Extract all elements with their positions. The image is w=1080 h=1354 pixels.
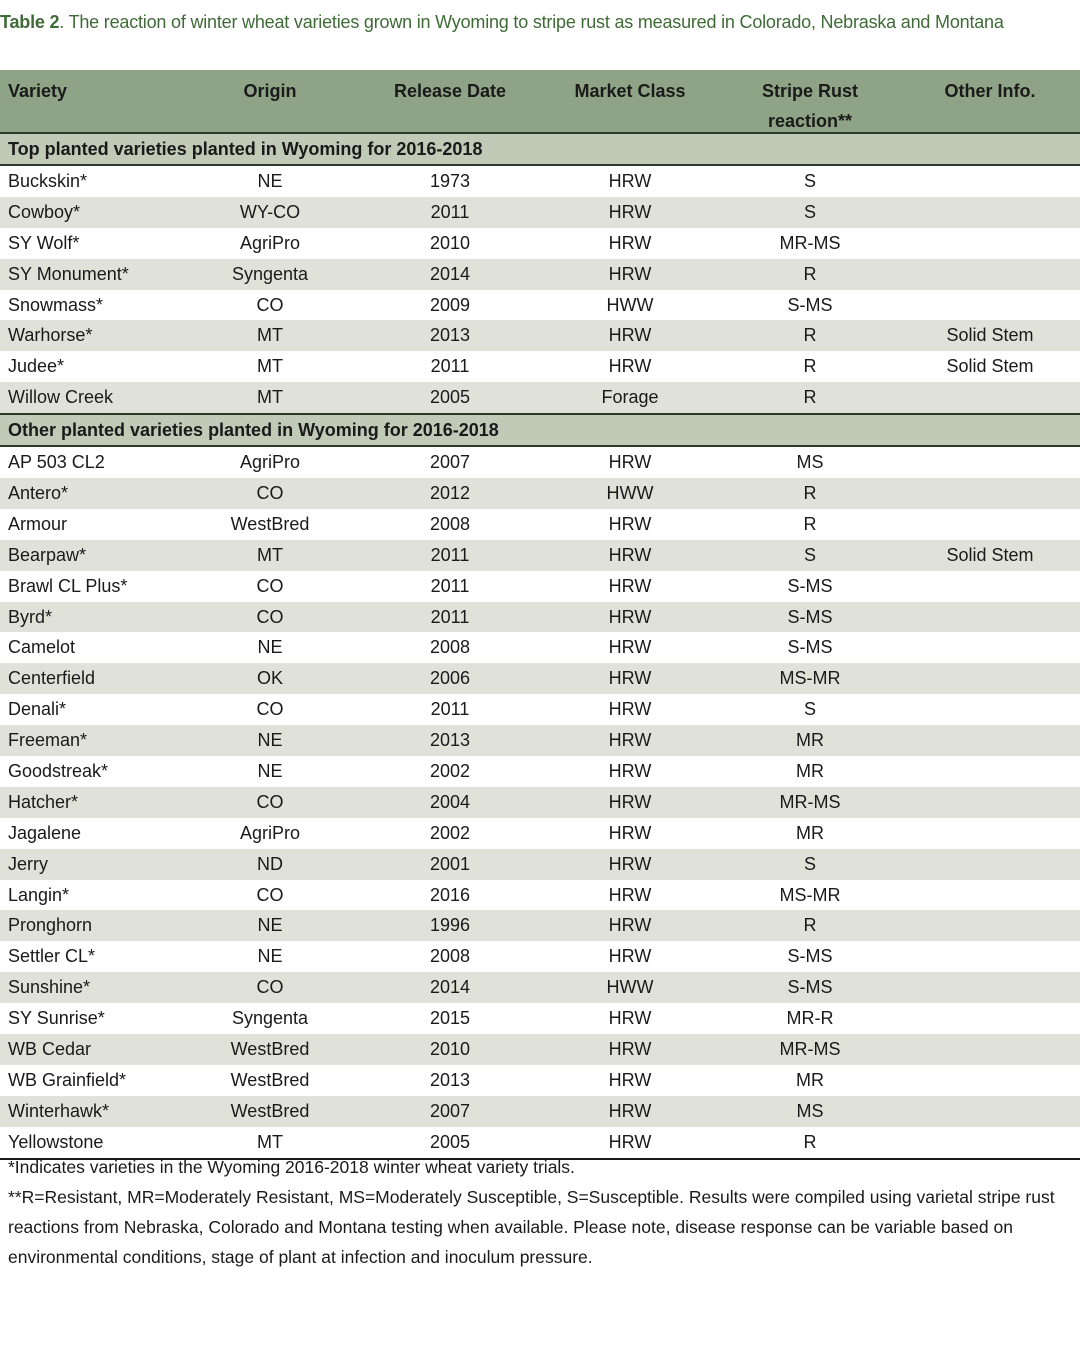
cell-origin: WY-CO — [239, 201, 301, 222]
cell-stripe-rust-reaction: R — [803, 483, 817, 504]
cell-release-date: 2016 — [429, 884, 471, 905]
table-row — [0, 1034, 1080, 1065]
cell-release-date: 2014 — [429, 977, 471, 998]
cell-market-class: HRW — [608, 884, 652, 905]
cell-stripe-rust-reaction: R — [803, 1131, 817, 1152]
cell-market-class: HRW — [608, 761, 652, 782]
cell-origin: MT — [257, 387, 283, 408]
stripe-rust-table — [0, 70, 1080, 1160]
table-row — [0, 787, 1080, 818]
cell-origin: AgriPro — [239, 822, 301, 843]
cell-variety: Centerfield — [8, 668, 96, 689]
cell-release-date: 2005 — [429, 387, 471, 408]
cell-variety: SY Monument* — [8, 263, 129, 284]
cell-variety: Winterhawk* — [8, 1100, 110, 1121]
cell-stripe-rust-reaction: MR-MS — [779, 1039, 841, 1060]
cell-origin: CO — [256, 575, 284, 596]
cell-other-info: Solid Stem — [946, 544, 1034, 565]
cell-origin: NE — [257, 946, 283, 967]
cell-stripe-rust-reaction: MR — [796, 761, 824, 782]
table-row — [0, 166, 1080, 197]
cell-other-info — [900, 787, 1080, 818]
cell-release-date: 2001 — [429, 853, 471, 874]
table-row — [0, 571, 1080, 602]
table-row — [0, 632, 1080, 663]
header-stripe-line2: reaction** — [767, 111, 853, 131]
cell-origin: Syngenta — [231, 263, 309, 284]
table-row — [0, 663, 1080, 694]
cell-market-class: HRW — [608, 791, 652, 812]
cell-other-info — [900, 602, 1080, 633]
cell-other-info — [900, 694, 1080, 725]
cell-variety: Yellowstone — [8, 1131, 104, 1152]
table-row — [0, 290, 1080, 321]
cell-origin: NE — [257, 171, 283, 191]
cell-stripe-rust-reaction: S-MS — [787, 977, 833, 998]
cell-variety: Denali* — [8, 699, 67, 720]
cell-release-date: 2014 — [429, 263, 471, 284]
cell-variety: Jerry — [8, 853, 48, 874]
cell-stripe-rust-reaction: S-MS — [787, 946, 833, 967]
cell-stripe-rust-reaction: R — [803, 325, 817, 346]
cell-stripe-rust-reaction: MS — [796, 1100, 824, 1121]
cell-variety: Bearpaw* — [8, 544, 87, 565]
cell-variety: Willow Creek — [8, 387, 114, 408]
header-release-date: Release Date — [393, 81, 507, 101]
cell-stripe-rust-reaction: R — [803, 513, 817, 534]
table-row — [0, 351, 1080, 382]
table-row — [0, 540, 1080, 571]
cell-market-class: HRW — [608, 1100, 652, 1121]
cell-release-date: 2010 — [429, 232, 471, 253]
cell-other-info — [900, 1065, 1080, 1096]
cell-market-class: HRW — [608, 1039, 652, 1060]
cell-release-date: 2006 — [429, 668, 471, 689]
cell-origin: CO — [256, 483, 284, 504]
cell-stripe-rust-reaction: S — [803, 853, 816, 874]
header-market-class: Market Class — [574, 81, 686, 101]
cell-market-class: HRW — [608, 637, 652, 658]
cell-release-date: 2013 — [429, 1069, 471, 1090]
table-row — [0, 972, 1080, 1003]
cell-stripe-rust-reaction: MR — [796, 730, 824, 751]
footnote-double-asterisk: **R=Resistant, MR=Moderately Resistant, MS=Moderately Susceptible, S=Susceptible. Results were compiled using varietal stripe rust reactions from Nebraska, Colorado and Montana testing when available. Please note, disease response can be variable based on environmental conditions, stage of plant at infection and inoculum pressure. — [8, 1187, 1055, 1267]
cell-origin: CO — [256, 606, 284, 627]
cell-stripe-rust-reaction: MR-MS — [779, 791, 841, 812]
cell-other-info — [900, 509, 1080, 540]
cell-market-class: HRW — [608, 544, 652, 565]
cell-variety: Cowboy* — [8, 201, 81, 222]
cell-variety: Pronghorn — [8, 915, 93, 936]
cell-stripe-rust-reaction: MR — [796, 1069, 824, 1090]
cell-variety: SY Wolf* — [8, 232, 80, 253]
section-title-other: Other planted varieties planted in Wyoming for 2016-2018 — [0, 413, 1080, 447]
cell-release-date: 2015 — [429, 1008, 471, 1029]
cell-origin: NE — [257, 730, 283, 751]
cell-origin: MT — [257, 356, 283, 377]
cell-other-info: Solid Stem — [946, 325, 1034, 346]
cell-release-date: 2009 — [429, 294, 471, 315]
cell-stripe-rust-reaction: S — [803, 171, 816, 191]
cell-origin: WestBred — [230, 1039, 310, 1060]
cell-variety: Buckskin* — [8, 171, 88, 191]
cell-variety: SY Sunrise* — [8, 1008, 105, 1029]
cell-market-class: HRW — [608, 263, 652, 284]
cell-origin: CO — [256, 884, 284, 905]
table-row — [0, 849, 1080, 880]
cell-release-date: 2008 — [429, 637, 471, 658]
cell-variety: Goodstreak* — [8, 761, 109, 782]
cell-other-info — [900, 1003, 1080, 1034]
cell-release-date: 2004 — [429, 791, 471, 812]
cell-other-info — [900, 290, 1080, 321]
table-row — [0, 910, 1080, 941]
cell-other-info — [900, 1096, 1080, 1127]
cell-variety: Hatcher* — [8, 791, 79, 812]
table-row — [0, 818, 1080, 849]
cell-release-date: 2007 — [429, 452, 471, 473]
cell-release-date: 1996 — [429, 915, 471, 936]
table-row — [0, 756, 1080, 787]
cell-release-date: 2008 — [429, 513, 471, 534]
cell-origin: ND — [257, 853, 283, 874]
header-stripe-line1: Stripe Rust — [761, 81, 858, 101]
table-row — [0, 941, 1080, 972]
cell-stripe-rust-reaction: MR-MS — [779, 232, 841, 253]
cell-stripe-rust-reaction: MS-MR — [779, 884, 841, 905]
cell-market-class: HRW — [608, 1008, 652, 1029]
cell-origin: CO — [256, 791, 284, 812]
cell-origin: NE — [257, 637, 283, 658]
cell-release-date: 2011 — [430, 201, 470, 222]
cell-variety: Antero* — [8, 483, 69, 504]
cell-stripe-rust-reaction: MR — [796, 822, 824, 843]
cell-release-date: 2011 — [430, 606, 470, 627]
cell-market-class: HRW — [608, 853, 652, 874]
cell-stripe-rust-reaction: S — [803, 699, 816, 720]
cell-origin: Syngenta — [231, 1008, 309, 1029]
cell-market-class: HRW — [608, 325, 652, 346]
cell-stripe-rust-reaction: MS-MR — [779, 668, 841, 689]
cell-other-info — [900, 1034, 1080, 1065]
cell-origin: WestBred — [230, 1100, 310, 1121]
cell-market-class: HRW — [608, 668, 652, 689]
cell-market-class: HRW — [608, 822, 652, 843]
cell-origin: NE — [257, 915, 283, 936]
section-title-top: Top planted varieties planted in Wyoming for 2016-2018 — [0, 134, 1080, 166]
cell-release-date: 2002 — [429, 822, 471, 843]
cell-release-date: 1973 — [429, 171, 471, 191]
footnotes — [8, 1152, 1068, 1272]
cell-market-class: Forage — [601, 387, 659, 408]
cell-stripe-rust-reaction: MS — [796, 452, 824, 473]
cell-market-class: HRW — [608, 513, 652, 534]
cell-other-info — [900, 571, 1080, 602]
cell-other-info — [900, 478, 1080, 509]
cell-stripe-rust-reaction: S-MS — [787, 294, 833, 315]
cell-other-info — [900, 166, 1080, 197]
cell-variety: WB Cedar — [8, 1039, 92, 1060]
cell-market-class: HRW — [608, 606, 652, 627]
table-row — [0, 694, 1080, 725]
header-origin: Origin — [243, 81, 297, 101]
cell-origin: CO — [256, 977, 284, 998]
cell-other-info — [900, 228, 1080, 259]
cell-release-date: 2013 — [429, 325, 471, 346]
cell-origin: CO — [256, 294, 284, 315]
cell-variety: WB Grainfield* — [8, 1069, 127, 1090]
cell-variety: Byrd* — [8, 606, 53, 627]
cell-other-info — [900, 849, 1080, 880]
cell-origin: AgriPro — [239, 232, 301, 253]
cell-stripe-rust-reaction: R — [803, 356, 817, 377]
cell-origin: NE — [257, 761, 283, 782]
cell-stripe-rust-reaction: MR-R — [786, 1008, 834, 1029]
caption-lead: Table 2 — [0, 12, 60, 32]
cell-origin: OK — [256, 668, 283, 689]
cell-stripe-rust-reaction: R — [803, 387, 817, 408]
cell-stripe-rust-reaction: R — [803, 263, 817, 284]
cell-variety: Langin* — [8, 884, 70, 905]
cell-origin: MT — [257, 325, 283, 346]
cell-variety: Jagalene — [8, 822, 82, 843]
cell-market-class: HRW — [608, 699, 652, 720]
cell-variety: Camelot — [8, 637, 76, 658]
cell-market-class: HRW — [608, 201, 652, 222]
cell-market-class: HRW — [608, 356, 652, 377]
cell-variety: Brawl CL Plus* — [8, 575, 128, 596]
cell-other-info — [900, 972, 1080, 1003]
cell-origin: WestBred — [230, 513, 310, 534]
section-rows-other — [0, 447, 1080, 1159]
cell-other-info — [900, 941, 1080, 972]
cell-origin: AgriPro — [239, 452, 301, 473]
cell-other-info — [900, 910, 1080, 941]
cell-market-class: HWW — [606, 294, 654, 315]
cell-variety: Armour — [8, 513, 68, 534]
cell-stripe-rust-reaction: S-MS — [787, 606, 833, 627]
cell-variety: AP 503 CL2 — [8, 452, 105, 473]
header-stripe-rust-reaction — [720, 70, 900, 136]
table-row — [0, 382, 1080, 413]
cell-other-info — [900, 880, 1080, 911]
cell-market-class: HRW — [608, 232, 652, 253]
cell-other-info — [900, 818, 1080, 849]
cell-release-date: 2005 — [429, 1131, 471, 1152]
cell-release-date: 2011 — [430, 356, 470, 377]
cell-other-info — [900, 259, 1080, 290]
table-row — [0, 1003, 1080, 1034]
header-variety: Variety — [8, 81, 68, 101]
cell-market-class: HRW — [608, 452, 652, 473]
table-row — [0, 228, 1080, 259]
cell-release-date: 2008 — [429, 946, 471, 967]
footnote-asterisk: *Indicates varieties in the Wyoming 2016-2018 winter wheat variety trials. — [8, 1157, 575, 1177]
cell-other-info: Solid Stem — [946, 356, 1034, 377]
cell-release-date: 2002 — [429, 761, 471, 782]
table-row — [0, 1065, 1080, 1096]
table-row — [0, 602, 1080, 633]
table-caption — [0, 12, 1080, 33]
cell-variety: Warhorse* — [8, 325, 93, 346]
cell-variety: Sunshine* — [8, 977, 91, 998]
cell-release-date: 2011 — [430, 544, 470, 565]
cell-market-class: HRW — [608, 730, 652, 751]
cell-market-class: HRW — [608, 1069, 652, 1090]
cell-other-info — [900, 197, 1080, 228]
table-row — [0, 320, 1080, 351]
cell-other-info — [900, 663, 1080, 694]
cell-variety: Judee* — [8, 356, 65, 377]
cell-release-date: 2012 — [429, 483, 471, 504]
cell-other-info — [900, 725, 1080, 756]
cell-other-info — [900, 382, 1080, 413]
cell-market-class: HWW — [606, 977, 654, 998]
cell-release-date: 2007 — [429, 1100, 471, 1121]
cell-stripe-rust-reaction: R — [803, 915, 817, 936]
cell-market-class: HRW — [608, 575, 652, 596]
cell-other-info — [900, 632, 1080, 663]
table-row — [0, 259, 1080, 290]
cell-stripe-rust-reaction: S — [803, 201, 816, 222]
cell-origin: MT — [257, 544, 283, 565]
cell-release-date: 2010 — [429, 1039, 471, 1060]
cell-stripe-rust-reaction: S — [803, 544, 816, 565]
cell-market-class: HWW — [606, 483, 654, 504]
header-other-info: Other Info. — [944, 81, 1036, 101]
table-row — [0, 478, 1080, 509]
cell-other-info — [900, 447, 1080, 478]
cell-release-date: 2013 — [429, 730, 471, 751]
cell-market-class: HRW — [608, 915, 652, 936]
section-rows-top — [0, 166, 1080, 413]
caption-text: . The reaction of winter wheat varieties grown in Wyoming to stripe rust as measured in Colorado, Nebraska and Montana — [59, 12, 1004, 32]
cell-origin: WestBred — [230, 1069, 310, 1090]
table-row — [0, 509, 1080, 540]
table-row — [0, 197, 1080, 228]
cell-origin: CO — [256, 699, 284, 720]
cell-stripe-rust-reaction: S-MS — [787, 637, 833, 658]
cell-variety: Settler CL* — [8, 946, 96, 967]
cell-release-date: 2011 — [430, 699, 470, 720]
cell-market-class: HRW — [608, 946, 652, 967]
cell-stripe-rust-reaction: S-MS — [787, 575, 833, 596]
cell-market-class: HRW — [608, 1131, 652, 1152]
table-row — [0, 880, 1080, 911]
cell-market-class: HRW — [608, 171, 652, 191]
cell-other-info — [900, 756, 1080, 787]
cell-variety: Snowmass* — [8, 294, 104, 315]
cell-release-date: 2011 — [430, 575, 470, 596]
cell-variety: Freeman* — [8, 730, 88, 751]
table-header — [0, 70, 1080, 134]
cell-origin: MT — [257, 1131, 283, 1152]
table-row — [0, 725, 1080, 756]
table-row — [0, 447, 1080, 478]
table-row — [0, 1096, 1080, 1127]
